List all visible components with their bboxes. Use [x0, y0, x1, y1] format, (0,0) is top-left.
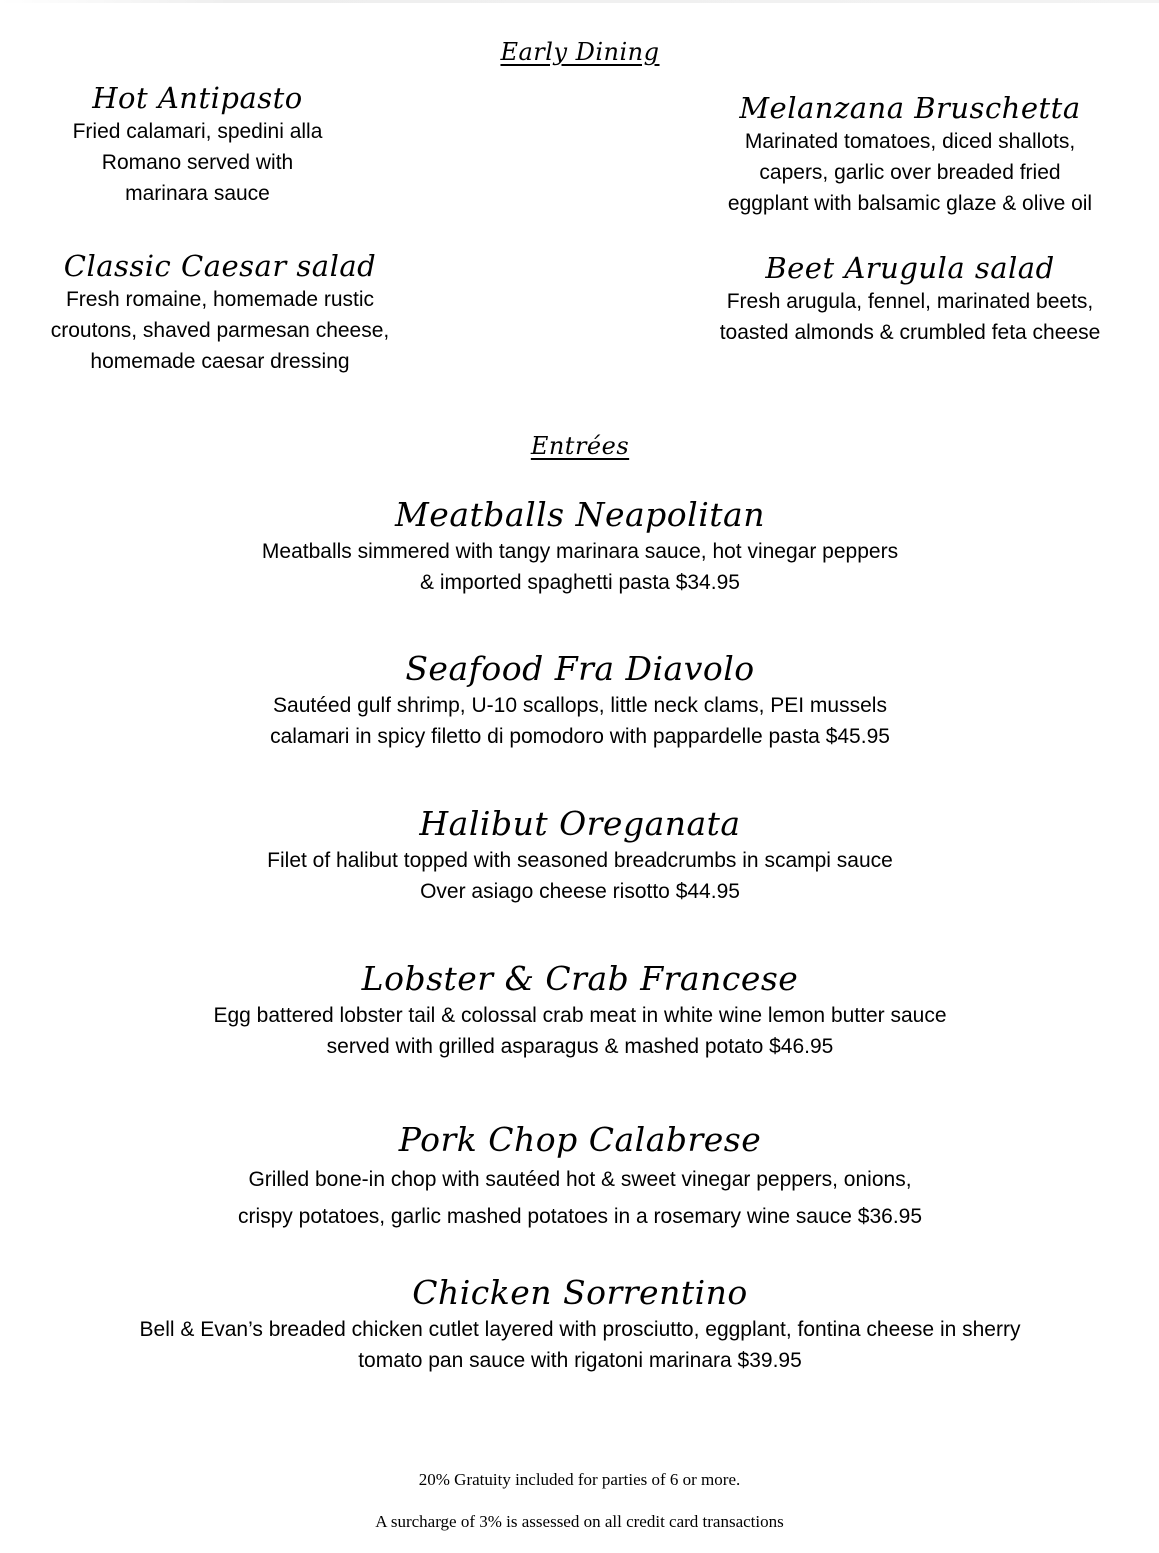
- item-name: Hot Antipasto: [92, 81, 303, 115]
- item-name: Classic Caesar salad: [63, 249, 377, 283]
- item-description: Marinated tomatoes, diced shallots, capers, garlic over breaded fried eggplant with balsamic glaze & olive oil: [727, 130, 1093, 215]
- gratuity-note: 20% Gratuity included for parties of 6 or more.: [418, 1470, 741, 1489]
- menu-item-melanzana-bruschetta: [680, 90, 1140, 219]
- top-divider: [0, 0, 1159, 3]
- item-name: Meatballs Neapolitan: [395, 495, 765, 534]
- item-description: Bell & Evan’s breaded chicken cutlet layered with prosciutto, eggplant, fontina cheese in sherry tomato pan sauce with rigatoni marinara $39.95: [139, 1318, 1021, 1372]
- menu-item-classic-caesar-salad: [20, 248, 420, 377]
- section-heading-entrees: Entrées: [530, 432, 630, 460]
- surcharge-note: A surcharge of 3% is assessed on all credit card transactions: [375, 1512, 784, 1531]
- item-name: Lobster & Crab Francese: [361, 959, 799, 998]
- item-description: Fresh arugula, fennel, marinated beets, toasted almonds & crumbled feta cheese: [719, 290, 1101, 344]
- menu-item-lobster-crab-francese: [40, 958, 1120, 1062]
- item-description: Fried calamari, spedini alla Romano served with marinara sauce: [72, 120, 323, 205]
- item-name: Pork Chop Calabrese: [398, 1120, 762, 1159]
- item-name: Halibut Oreganata: [419, 804, 741, 843]
- item-description: Grilled bone-in chop with sautéed hot & sweet vinegar peppers, onions, crispy potatoes, garlic mashed potatoes in a rosemary wine sauce $36.95: [237, 1168, 923, 1228]
- item-description: Filet of halibut topped with seasoned breadcrumbs in scampi sauce Over asiago cheese risotto $44.95: [267, 849, 893, 903]
- menu-item-seafood-fra-diavolo: [60, 648, 1100, 752]
- item-name: Seafood Fra Diavolo: [405, 649, 755, 688]
- section-heading-early-dining: Early Dining: [500, 38, 660, 66]
- item-description: Egg battered lobster tail & colossal crab meat in white wine lemon butter sauce served with grilled asparagus & mashed potato $46.95: [213, 1004, 947, 1058]
- item-description: Fresh romaine, homemade rustic croutons, shaved parmesan cheese, homemade caesar dressing: [50, 288, 390, 373]
- menu-item-hot-antipasto: [20, 80, 375, 209]
- item-description: Sautéed gulf shrimp, U-10 scallops, little neck clams, PEI mussels calamari in spicy filetto di pomodoro with pappardelle pasta $45.95: [270, 694, 890, 748]
- item-description: Meatballs simmered with tangy marinara sauce, hot vinegar peppers & imported spaghetti pasta $34.95: [261, 540, 899, 594]
- menu-item-pork-chop-calabrese: [60, 1119, 1100, 1235]
- item-name: Chicken Sorrentino: [412, 1273, 748, 1312]
- menu-item-meatballs-neapolitan: [60, 494, 1100, 598]
- menu-item-chicken-sorrentino: [20, 1272, 1140, 1376]
- menu-item-halibut-oreganata: [60, 803, 1100, 907]
- menu-item-beet-arugula-salad: [680, 250, 1140, 348]
- menu-footer: [0, 1448, 1159, 1553]
- item-name: Melanzana Bruschetta: [739, 91, 1081, 125]
- item-name: Beet Arugula salad: [765, 251, 1055, 285]
